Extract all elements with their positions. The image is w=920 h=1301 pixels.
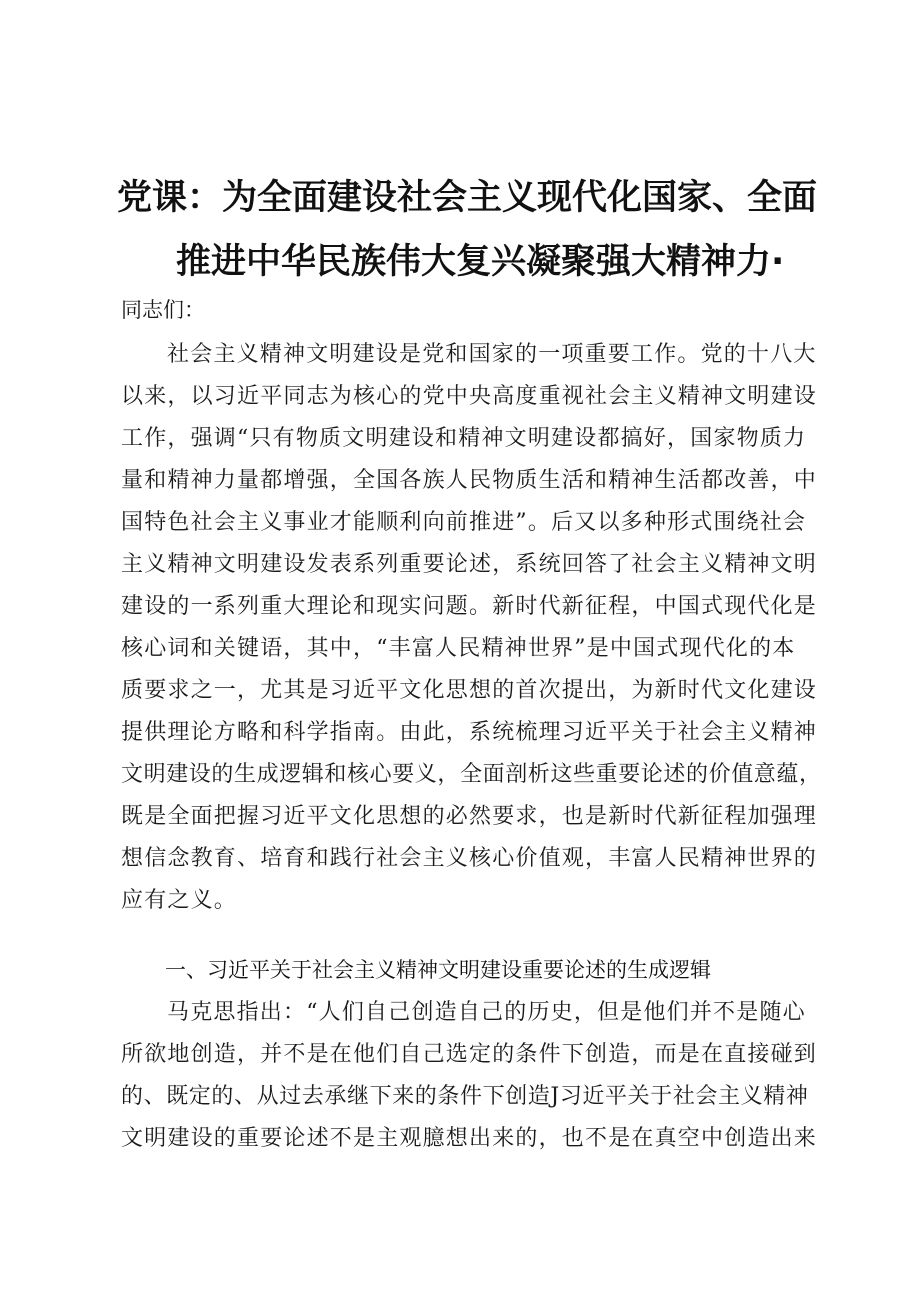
document-title-line-2: 推进中华民族伟大复兴凝聚强大精神力·	[176, 242, 785, 282]
greeting: 同志们：	[121, 298, 205, 322]
paragraph-1-line: 社会主义精神文明建设是党和国家的一项重要工作。党的十八大	[167, 342, 817, 367]
paragraph-1-line: 建设的一系列重大理论和现实问题。新时代新征程，中国式现代化是	[121, 594, 818, 619]
paragraph-1-line: 提供理论方略和科学指南。由此，系统梳理习近平关于社会主义精神	[121, 720, 818, 745]
paragraph-1-line: 以来，以习近平同志为核心的党中央高度重视社会主义精神文明建设	[121, 384, 818, 409]
paragraph-2-line: 的、既定的、从过去承继下来的条件下创造J习近平关于社会主义精神	[121, 1084, 809, 1109]
paragraph-1-line: 文明建设的生成逻辑和核心要义，全面剖析这些重要论述的价值意蕴，	[121, 762, 822, 787]
paragraph-1-line: 主义精神文明建设发表系列重要论述，系统回答了社会主义精神文明	[121, 552, 818, 577]
section-heading: 一、习近平关于社会主义精神文明建设重要论述的生成逻辑	[165, 958, 711, 982]
paragraph-2-line: 所欲地创造，并不是在他们自己选定的条件下创造，而是在直接碰到	[121, 1042, 818, 1067]
paragraph-1-line: 核心词和关键语，其中，“丰富人民精神世界”是中国式现代化的本	[121, 636, 796, 661]
paragraph-1-line: 既是全面把握习近平文化思想的必然要求，也是新时代新征程加强理	[121, 804, 818, 829]
document-title-line-1: 党课：为全面建设社会主义现代化国家、全面	[117, 178, 818, 218]
paragraph-1-line: 想信念教育、培育和践行社会主义核心价值观，丰富人民精神世界的	[121, 846, 818, 871]
paragraph-1-line: 工作，强调“只有物质文明建设和精神文明建设都搞好，国家物质力	[121, 426, 807, 451]
paragraph-1-line: 国特色社会主义事业才能顺利向前推进”。后又以多种形式围绕社会	[121, 510, 807, 535]
paragraph-1-line: 量和精神力量都增强，全国各族人民物质生活和精神生活都改善，中	[121, 468, 818, 493]
paragraph-2-line: 马克思指出：“人们自己创造自己的历史，但是他们并不是随心	[167, 1000, 806, 1025]
paragraph-1-line: 应有之义。	[121, 888, 238, 913]
paragraph-1-line: 质要求之一，尤其是习近平文化思想的首次提出，为新时代文化建设	[121, 678, 818, 703]
paragraph-2-line: 文明建设的重要论述不是主观臆想出来的，也不是在真空中创造出来	[121, 1126, 818, 1151]
